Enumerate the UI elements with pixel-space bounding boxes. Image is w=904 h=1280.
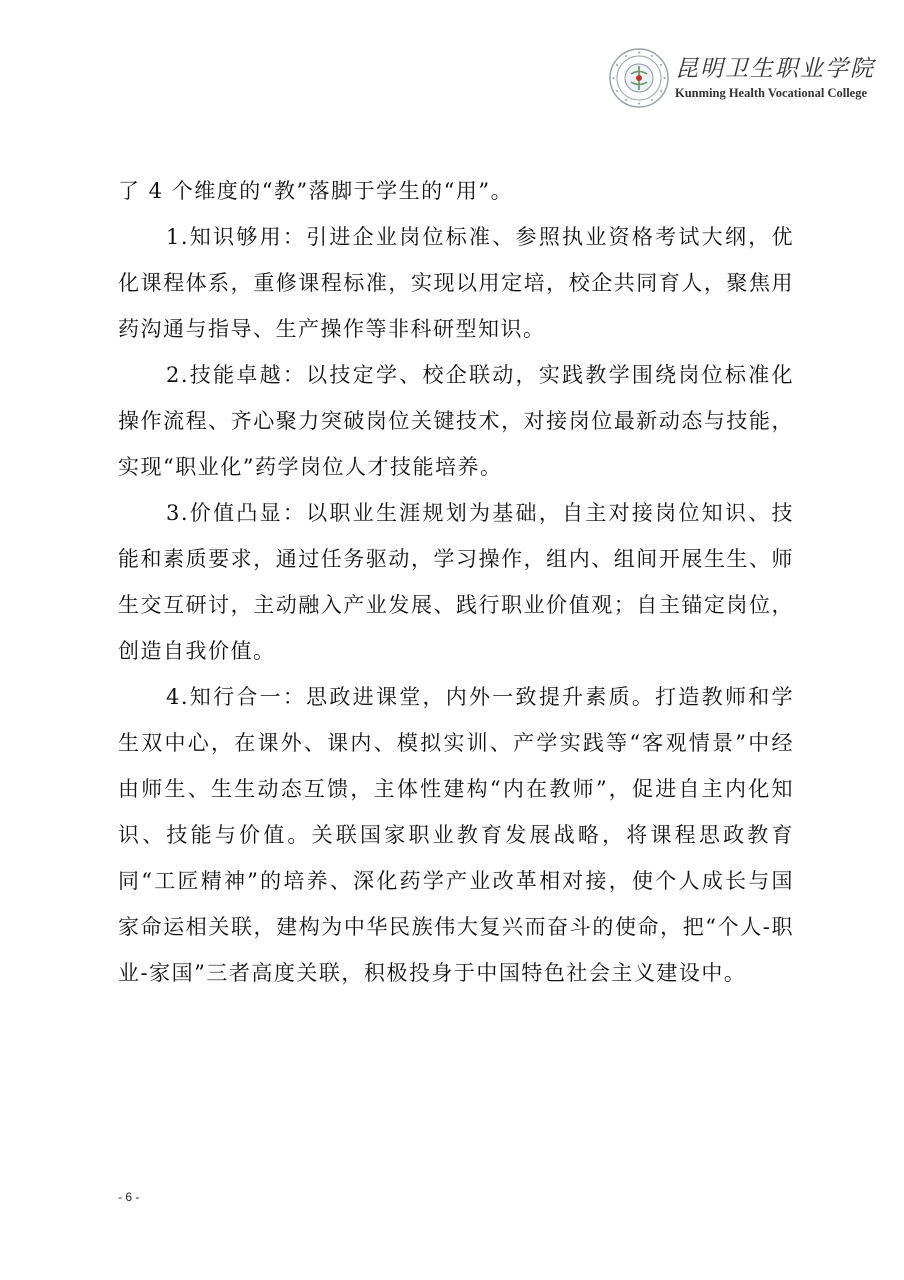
paragraph-intro: 了 4 个维度的“教”落脚于学生的“用”。 [118, 179, 514, 203]
paragraph-knowledge: 1.知识够用：引进企业岗位标准、参照执业资格考试大纲，优化课程体系，重修课程标准，实现以用定培，校企共同育人，聚焦用药沟通与指导、生产操作等非科研型知识。 [118, 225, 794, 341]
college-name-en: Kunming Health Vocational College [675, 86, 868, 100]
page-number: - 6 - [118, 1190, 140, 1204]
page-header [0, 0, 904, 115]
paragraph-value: 3.价值凸显：以职业生涯规划为基础，自主对接岗位知识、技能和素质要求，通过任务驱动，学习操作，组内、组间开展生生、师生交互研讨，主动融入产业发展、践行职业价值观；自主锚定岗位，创造自我价值。 [118, 501, 794, 663]
document-body [118, 168, 794, 996]
college-seal-logo [608, 47, 670, 109]
college-name-cn: 昆明卫生职业学院 [675, 56, 875, 82]
paragraph-unity: 4.知行合一：思政进课堂，内外一致提升素质。打造教师和学生双中心，在课外、课内、模拟实训、产学实践等“客观情景”中经由师生、生生动态互馈，主体性建构“内在教师”，促进自主内化知识、技能与价值。关联国家职业教育发展战略，将课程思政教育同“工匠精神”的培养、深化药学产业改革相对接，使个人成长与国家命运相关联，建构为中华民族伟大复兴而奋斗的使命，把“个人-职业-家国”三者高度关联，积极投身于中国特色社会主义建设中。 [118, 685, 794, 985]
paragraph-skills: 2.技能卓越：以技定学、校企联动，实践教学围绕岗位标准化操作流程、齐心聚力突破岗位关键技术，对接岗位最新动态与技能，实现“职业化”药学岗位人才技能培养。 [118, 363, 794, 479]
